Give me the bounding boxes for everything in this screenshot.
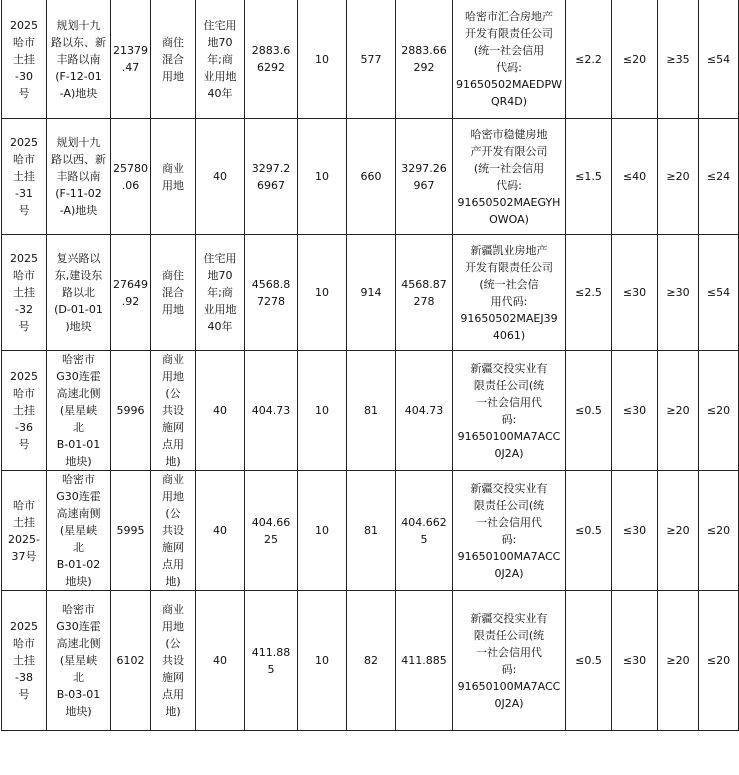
final-price-cell: 404.73 [396,351,453,471]
parcel-id-cell: 2025 哈市 土挂 -30 号 [2,0,47,119]
table-row [2,235,739,351]
final-price-cell: 411.885 [396,591,453,731]
plot-ratio-cell: ≤2.2 [566,0,612,119]
location-cell: 哈密市 G30连霍 高速北侧 (星星峡 北 B-01-01 地块) [47,351,111,471]
increment-cell: 10 [298,119,347,235]
final-price-cell: 2883.66 292 [396,0,453,119]
building-density-cell: ≤30 [612,235,658,351]
green-ratio-cell: ≥20 [658,119,699,235]
area-cell: 6102 [111,591,151,731]
location-cell: 哈密市 G30连霍 高速南侧 (星星峡 北 B-01-02 地块) [47,471,111,591]
plot-ratio-cell: ≤0.5 [566,351,612,471]
land-transaction-table [1,0,739,731]
parcel-id-cell: 2025 哈市 土挂 -36 号 [2,351,47,471]
winner-company-cell: 新疆交投实业有 限责任公司(统 一社会信用代 码: 91650100MA7ACC 0J2A) [453,591,566,731]
height-limit-cell: ≤20 [699,471,739,591]
start-price-cell: 404.66 25 [245,471,298,591]
increment-cell: 10 [298,0,347,119]
area-cell: 5996 [111,351,151,471]
final-price-cell: 3297.26 967 [396,119,453,235]
area-cell: 25780 .06 [111,119,151,235]
plot-ratio-cell: ≤1.5 [566,119,612,235]
green-ratio-cell: ≥30 [658,235,699,351]
term-years-cell: 40 [196,591,245,731]
parcel-id-cell: 2025 哈市 土挂 -32 号 [2,235,47,351]
term-years-cell: 40 [196,351,245,471]
plot-ratio-cell: ≤0.5 [566,471,612,591]
height-limit-cell: ≤20 [699,591,739,731]
height-limit-cell: ≤24 [699,119,739,235]
table-row [2,119,739,235]
parcel-id-cell: 哈市 土挂 2025- 37号 [2,471,47,591]
bid-count-cell: 577 [347,0,396,119]
height-limit-cell: ≤54 [699,235,739,351]
height-limit-cell: ≤20 [699,351,739,471]
winner-company-cell: 新疆凯业房地产 开发有限责任公司 (统一社会信 用代码: 91650502MAEJ39 4061) [453,235,566,351]
land-use-cell: 商住 混合 用地 [151,0,196,119]
final-price-cell: 4568.87 278 [396,235,453,351]
plot-ratio-cell: ≤2.5 [566,235,612,351]
start-price-cell: 2883.6 6292 [245,0,298,119]
location-cell: 规划十九 路以东、新 丰路以南 (F-12-01 -A)地块 [47,0,111,119]
building-density-cell: ≤30 [612,471,658,591]
increment-cell: 10 [298,591,347,731]
table-row [2,591,739,731]
table-row [2,351,739,471]
height-limit-cell: ≤54 [699,0,739,119]
start-price-cell: 411.88 5 [245,591,298,731]
building-density-cell: ≤40 [612,119,658,235]
green-ratio-cell: ≥20 [658,351,699,471]
bid-count-cell: 660 [347,119,396,235]
green-ratio-cell: ≥35 [658,0,699,119]
area-cell: 27649 .92 [111,235,151,351]
increment-cell: 10 [298,351,347,471]
increment-cell: 10 [298,471,347,591]
term-years-cell: 40 [196,471,245,591]
bid-count-cell: 81 [347,471,396,591]
term-years-cell: 住宅用 地70 年;商 业用地 40年 [196,235,245,351]
green-ratio-cell: ≥20 [658,591,699,731]
increment-cell: 10 [298,235,347,351]
land-use-cell: 商业 用地 (公 共设 施网 点用 地) [151,591,196,731]
term-years-cell: 40 [196,119,245,235]
start-price-cell: 4568.8 7278 [245,235,298,351]
location-cell: 规划十九 路以西、新 丰路以南 (F-11-02 -A)地块 [47,119,111,235]
location-cell: 复兴路以 东,建设东 路以北 (D-01-01 )地块 [47,235,111,351]
bid-count-cell: 914 [347,235,396,351]
land-use-cell: 商业 用地 (公 共设 施网 点用 地) [151,471,196,591]
winner-company-cell: 哈密市汇合房地产 开发有限责任公司 (统一社会信用 代码: 91650502MAEDPW QR4D) [453,0,566,119]
land-use-cell: 商住 混合 用地 [151,235,196,351]
parcel-id-cell: 2025 哈市 土挂 -38 号 [2,591,47,731]
bid-count-cell: 82 [347,591,396,731]
start-price-cell: 3297.2 6967 [245,119,298,235]
building-density-cell: ≤30 [612,591,658,731]
bid-count-cell: 81 [347,351,396,471]
start-price-cell: 404.73 [245,351,298,471]
table-row [2,0,739,119]
parcel-id-cell: 2025 哈市 土挂 -31 号 [2,119,47,235]
building-density-cell: ≤30 [612,351,658,471]
winner-company-cell: 新疆交投实业有 限责任公司(统 一社会信用代 码: 91650100MA7ACC 0J2A) [453,471,566,591]
land-use-cell: 商业 用地 [151,119,196,235]
building-density-cell: ≤20 [612,0,658,119]
table-row [2,471,739,591]
area-cell: 5995 [111,471,151,591]
winner-company-cell: 新疆交投实业有 限责任公司(统 一社会信用代 码: 91650100MA7ACC 0J2A) [453,351,566,471]
term-years-cell: 住宅用 地70 年;商 业用地 40年 [196,0,245,119]
location-cell: 哈密市 G30连霍 高速北侧 (星星峡 北 B-03-01 地块) [47,591,111,731]
land-use-cell: 商业 用地 (公 共设 施网 点用 地) [151,351,196,471]
final-price-cell: 404.662 5 [396,471,453,591]
winner-company-cell: 哈密市稳健房地 产开发有限公司 (统一社会信用 代码: 91650502MAEGYH OWOA) [453,119,566,235]
plot-ratio-cell: ≤0.5 [566,591,612,731]
area-cell: 21379 .47 [111,0,151,119]
green-ratio-cell: ≥20 [658,471,699,591]
